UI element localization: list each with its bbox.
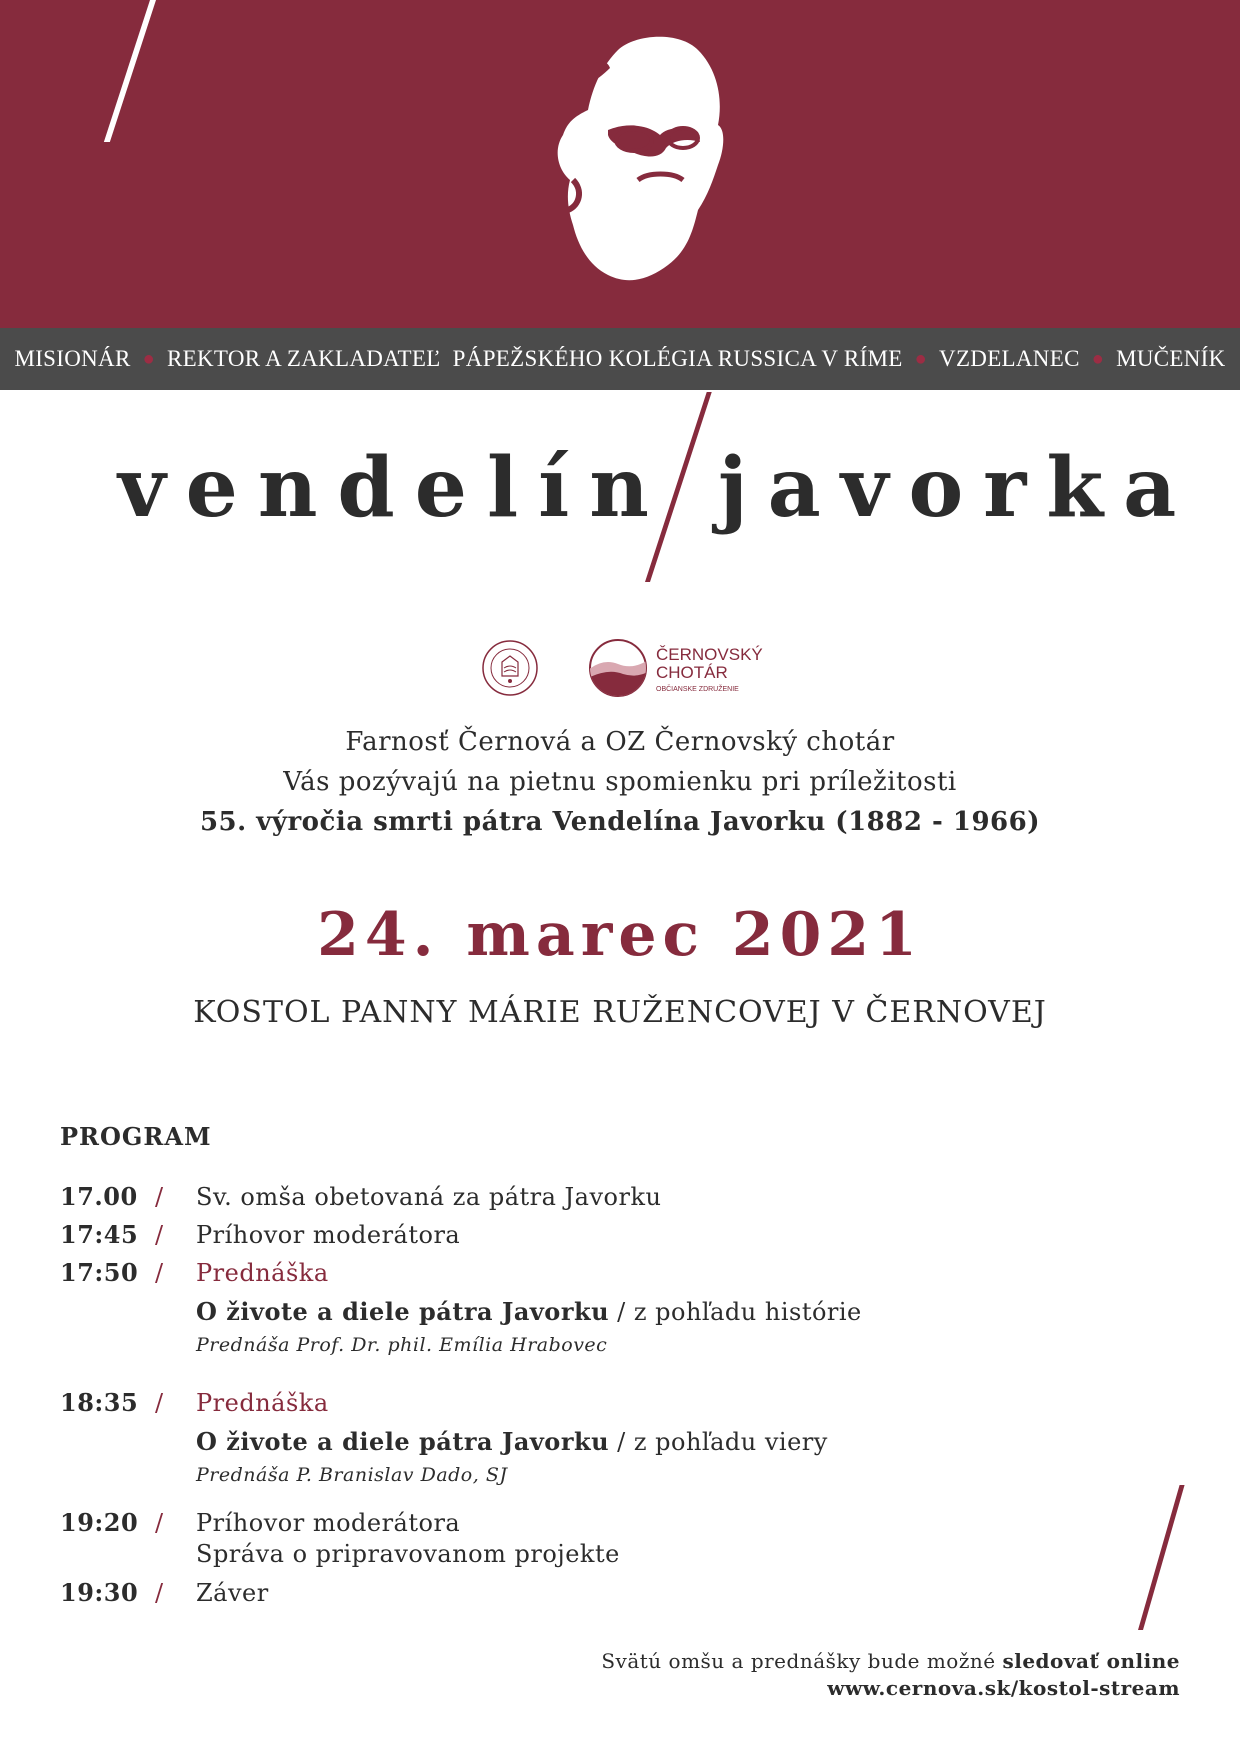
talk-suffix: / z pohľadu histórie [609, 1298, 862, 1326]
tagline-item: REKTOR A ZAKLADATEĽ PÁPEŽSKÉHO KOLÉGIA RUSSICA V RÍME [166, 346, 903, 371]
tagline-item: VZDELANEC [939, 346, 1080, 371]
bullet-icon: ● [142, 347, 155, 370]
stream-info [601, 1648, 1180, 1702]
program-time: 17:50 [60, 1258, 139, 1287]
talk-title: O živote a diele pátra Javorku [196, 1427, 610, 1456]
header-banner [0, 0, 1240, 328]
stream-note [601, 1648, 1180, 1675]
logo-text-line3: OBČIANSKE ZDRUŽENIE [656, 686, 739, 693]
talk-suffix: / z pohľadu viery [609, 1428, 828, 1456]
event-venue: KOSTOL PANNY MÁRIE RUŽENCOVEJ V ČERNOVEJ [193, 995, 1047, 1030]
talk-title: O živote a diele pátra Javorku [196, 1297, 610, 1326]
program-separator: / [155, 1221, 164, 1249]
intro-line: Farnosť Černová a OZ Černovský chotár [345, 727, 895, 757]
intro-line-bold: 55. výročia smrti pátra Vendelína Javorku (1882 - 1966) [199, 807, 1041, 837]
program-separator: / [155, 1259, 164, 1287]
decorative-slash [1138, 1485, 1185, 1630]
program-item [60, 1504, 1060, 1570]
stream-note-bold: sledovať online [1002, 1649, 1180, 1673]
program-text: Príhovor moderátora [196, 1221, 461, 1249]
portrait-silhouette [548, 30, 738, 295]
cernovsky-chotar-logo [588, 638, 768, 698]
program-heading: PROGRAM [60, 1122, 212, 1151]
program-text: Prednáška [196, 1259, 329, 1287]
program-item [60, 1574, 1060, 1612]
stream-link[interactable]: www.cernova.sk/kostol-stream [827, 1676, 1180, 1700]
parish-seal-logo [480, 638, 540, 698]
stream-note-text: Svätú omšu a prednášky bude možné [601, 1649, 1003, 1673]
program-time: 17.00 [60, 1182, 138, 1211]
title-last-name: javorka [718, 440, 1197, 536]
tagline-item: MUČENÍK [1116, 346, 1226, 371]
program-separator: / [155, 1183, 164, 1211]
program-text-secondary: Správa o pripravovanom projekte [196, 1540, 620, 1568]
decorative-slash [104, 0, 156, 142]
program-item [60, 1384, 1060, 1488]
talk-title-line [196, 1422, 1060, 1462]
program-item [60, 1216, 1060, 1254]
program-time: 19:20 [60, 1508, 139, 1537]
bullet-icon: ● [1091, 347, 1105, 370]
talk-speaker: Prednáša Prof. Dr. phil. Emília Hrabovec [196, 1334, 608, 1356]
program-text: Prednáška [196, 1389, 329, 1417]
program-item [60, 1254, 1060, 1358]
tagline-item: MISIONÁR [14, 346, 131, 371]
program-text: Záver [196, 1579, 269, 1607]
program-separator: / [155, 1579, 164, 1607]
talk-speaker: Prednáša P. Branislav Dado, SJ [196, 1464, 508, 1486]
program-time: 18:35 [60, 1388, 139, 1417]
program-separator: / [155, 1509, 164, 1537]
invitation-text [0, 722, 1240, 842]
program-separator: / [155, 1389, 164, 1417]
program-text: Sv. omša obetovaná za pátra Javorku [196, 1183, 662, 1211]
organizer-logos [480, 636, 780, 700]
program-list [60, 1178, 1060, 1612]
title-first-name: vendelín [118, 440, 669, 536]
program-text: Príhovor moderátora [196, 1509, 461, 1537]
talk-title-line [196, 1292, 1060, 1332]
program-time: 19:30 [60, 1578, 139, 1607]
program-time: 17:45 [60, 1220, 139, 1249]
logo-text-line2: CHOTÁR [656, 663, 728, 682]
intro-line: Vás pozývajú na pietnu spomienku pri príležitosti [283, 767, 957, 797]
tagline-bar [0, 328, 1240, 390]
logo-text-line1: ČERNOVSKÝ [656, 645, 763, 664]
bullet-icon: ● [914, 347, 928, 370]
program-item [60, 1178, 1060, 1216]
event-date: 24. marec 2021 [317, 900, 923, 970]
name-title [0, 400, 1240, 590]
